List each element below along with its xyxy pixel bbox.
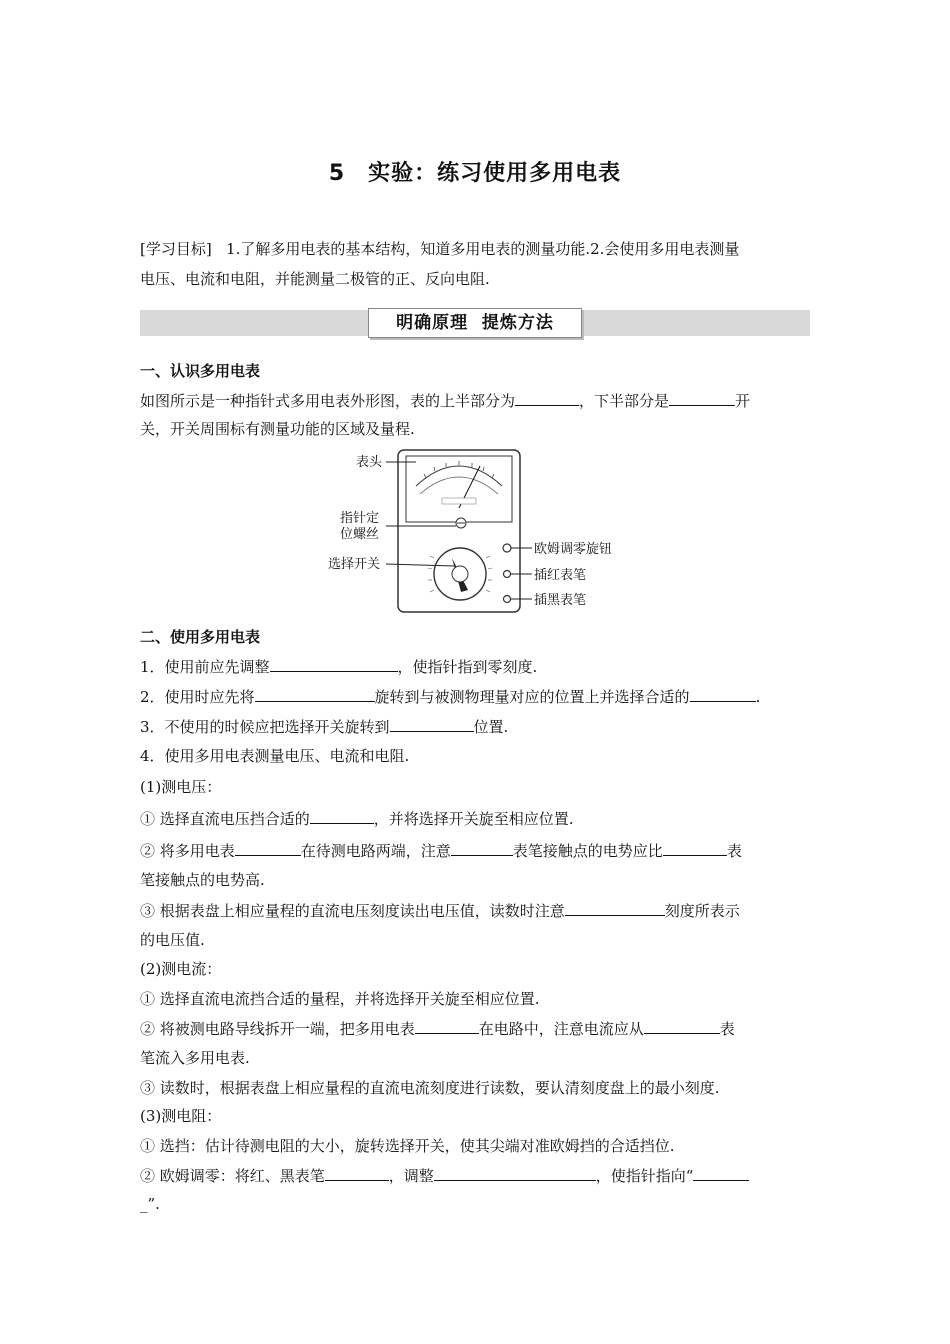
answer-blank[interactable] xyxy=(434,1164,596,1181)
answer-blank[interactable] xyxy=(451,839,513,856)
subsection-resistance: (3)测电阻： xyxy=(140,1107,222,1125)
current-step-3: ③ 读数时，根据表盘上相应量程的直流电流刻度进行读数，要认清刻度盘上的最小刻度. xyxy=(140,1079,720,1097)
subsection-voltage: (1)测电压： xyxy=(140,778,222,796)
label-head: 表头 xyxy=(356,455,383,470)
multimeter-illustration xyxy=(320,446,650,616)
answer-blank[interactable] xyxy=(693,1164,749,1181)
current-step-2-cont: 笔流入多用电表. xyxy=(140,1049,250,1067)
answer-blank[interactable] xyxy=(255,685,375,702)
voltage-step-3: ③ 根据表盘上相应量程的直流电压刻度读出电压值，读数时注意 刻度所表示 xyxy=(140,899,812,922)
answer-blank[interactable] xyxy=(390,715,474,732)
answer-blank[interactable] xyxy=(415,1017,479,1034)
section-banner xyxy=(140,310,810,336)
answer-blank[interactable] xyxy=(663,839,727,856)
label-selector-switch: 选择开关 xyxy=(328,557,381,572)
answer-blank[interactable] xyxy=(669,389,735,406)
answer-blank[interactable] xyxy=(515,389,579,406)
subsection-current: (2)测电流： xyxy=(140,960,222,978)
section-1-heading: 一、认识多用电表 xyxy=(140,362,261,380)
resistance-step-2: ② 欧姆调零：将红、黑表笔 ，调整 ，使指针指向“ xyxy=(140,1164,812,1187)
label-black-probe: 插黑表笔 xyxy=(534,593,587,608)
list-item: 1．使用前应先调整 ，使指针指到零刻度. xyxy=(140,655,812,678)
section-1-paragraph-cont: 关，开关周围标有测量功能的区域及量程. xyxy=(140,420,415,438)
answer-blank[interactable] xyxy=(565,899,665,916)
list-item: 4．使用多用电表测量电压、电流和电阻. xyxy=(140,747,410,765)
resistance-step-1: ① 选挡：估计待测电阻的大小，旋转选择开关，使其尖端对准欧姆挡的合适挡位. xyxy=(140,1137,675,1155)
current-step-1: ① 选择直流电流挡合适的量程，并将选择开关旋至相应位置. xyxy=(140,990,540,1008)
answer-blank[interactable] xyxy=(235,839,301,856)
voltage-step-2: ② 将多用电表 在待测电路两端，注意 表笔接触点的电势应比 表 xyxy=(140,839,812,862)
voltage-step-2-cont: 笔接触点的电势高. xyxy=(140,871,265,889)
answer-blank[interactable] xyxy=(690,685,756,702)
banner-label: 明确原理 提炼方法 xyxy=(368,308,582,338)
list-item: 3．不使用的时候应把选择开关旋转到 位置. xyxy=(140,715,812,738)
objective-line-1: [学习目标] 1.了解多用电表的基本结构，知道多用电表的测量功能.2.会使用多用电表测量 xyxy=(140,240,740,258)
label-pointer-screw-2: 位螺丝 xyxy=(340,527,380,542)
multimeter-figure xyxy=(320,446,650,616)
list-item: 2．使用时应先将 旋转到与被测物理量对应的位置上并选择合适的 . xyxy=(140,685,812,708)
page-title: 5 实验：练习使用多用电表 xyxy=(328,161,622,186)
current-step-2: ② 将被测电路导线拆开一端，把多用电表 在电路中，注意电流应从 表 xyxy=(140,1017,812,1040)
label-ohm-zero-knob: 欧姆调零旋钮 xyxy=(534,542,613,557)
label-pointer-screw: 指针定 xyxy=(340,511,380,526)
answer-blank[interactable] xyxy=(644,1017,720,1034)
resistance-step-2-cont: _”. xyxy=(140,1195,160,1213)
objective-label: [学习目标] xyxy=(140,240,212,258)
voltage-step-3-cont: 的电压值. xyxy=(140,931,205,949)
label-red-probe: 插红表笔 xyxy=(534,568,587,583)
section-1-paragraph: 如图所示是一种指针式多用电表外形图，表的上半部分为 ，下半部分是 开 xyxy=(140,389,812,412)
answer-blank[interactable] xyxy=(310,807,374,824)
answer-blank[interactable] xyxy=(270,655,398,672)
voltage-step-1: ① 选择直流电压挡合适的 ，并将选择开关旋至相应位置. xyxy=(140,807,812,830)
answer-blank[interactable] xyxy=(325,1164,389,1181)
objective-line-2: 电压、电流和电阻，并能测量二极管的正、反向电阻. xyxy=(140,270,490,288)
section-2-heading: 二、使用多用电表 xyxy=(140,628,261,646)
